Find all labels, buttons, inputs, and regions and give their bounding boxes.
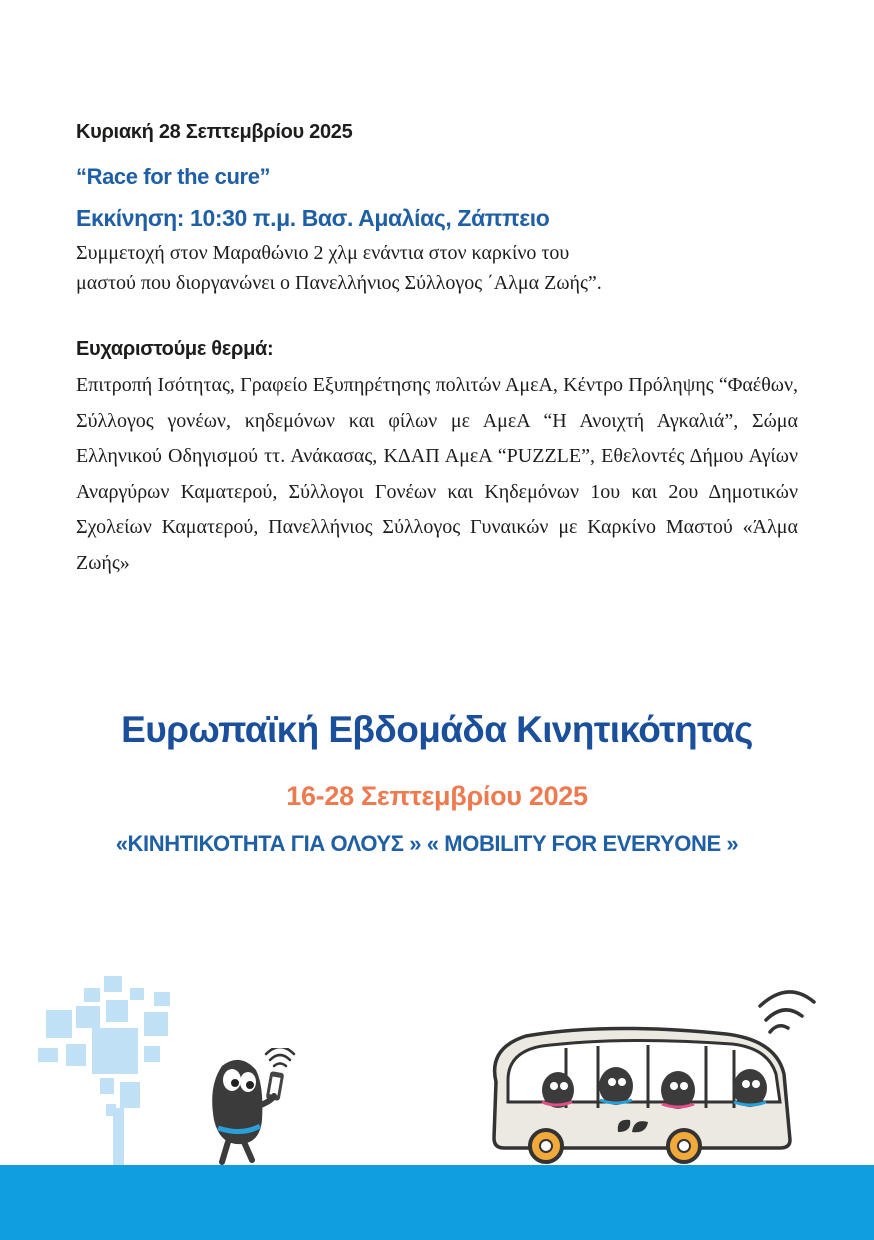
bottom-color-band <box>0 1165 874 1240</box>
mobility-week-motto: «ΚΙΝΗΤΙΚΟΤΗΤΑ ΓΙΑ ΟΛΟΥΣ » « MOBILITY FOR EVERYONE » <box>115 831 739 856</box>
event-description-line: μαστού που διοργανώνει ο Πανελλήνιος Σύλλογος ΄Αλμα Ζωής”. <box>76 272 602 294</box>
thanks-body: Επιτροπή Ισότητας, Γραφείο Εξυπηρέτησης πολιτών ΑμεΑ, Κέντρο Πρόληψης “Φαέθων, Σύλλογος γονέων, κηδεμόνων και φίλων με ΑμεΑ “Η Ανοιχτή Αγκαλιά”, Σώμα Ελληνικού Οδηγισμού ττ. Ανάκασας, ΚΔΑΠ ΑμεΑ “PUZZLE”, Εθελοντές Δήμου Αγίων Αναργύρων Καματερού, Σύλλογοι Γονέων και Κηδεμόνων 1ου και 2ου Δημοτικών Σχολείων Καματερού, Πανελλήνιος Σύλλογος Γυναικών με Καρκίνο Μαστού «Άλμα Ζωής» <box>76 374 798 574</box>
event-title: “Race for the cure” <box>76 164 271 189</box>
event-date: Κυριακή 28 Σεπτεμβρίου 2025 <box>76 121 353 143</box>
pixel-tree-icon <box>36 974 186 1169</box>
mobility-week-title: Ευρωπαϊκή Εβδομάδα Κινητικότητας <box>121 709 753 750</box>
mobility-week-dates: 16-28 Σεπτεμβρίου 2025 <box>286 781 588 811</box>
event-start-info: Εκκίνηση: 10:30 π.μ. Βασ. Αμαλίας, Ζάππειο <box>76 205 550 231</box>
event-description-line: Συμμετοχή στον Μαραθώνιο 2 χλμ ενάντια στον καρκίνο του <box>76 242 570 264</box>
thanks-heading: Ευχαριστούμε θερμά: <box>76 338 274 360</box>
eco-bus-icon <box>478 990 824 1170</box>
event-description <box>76 238 796 298</box>
phone-character-icon <box>198 1048 308 1170</box>
